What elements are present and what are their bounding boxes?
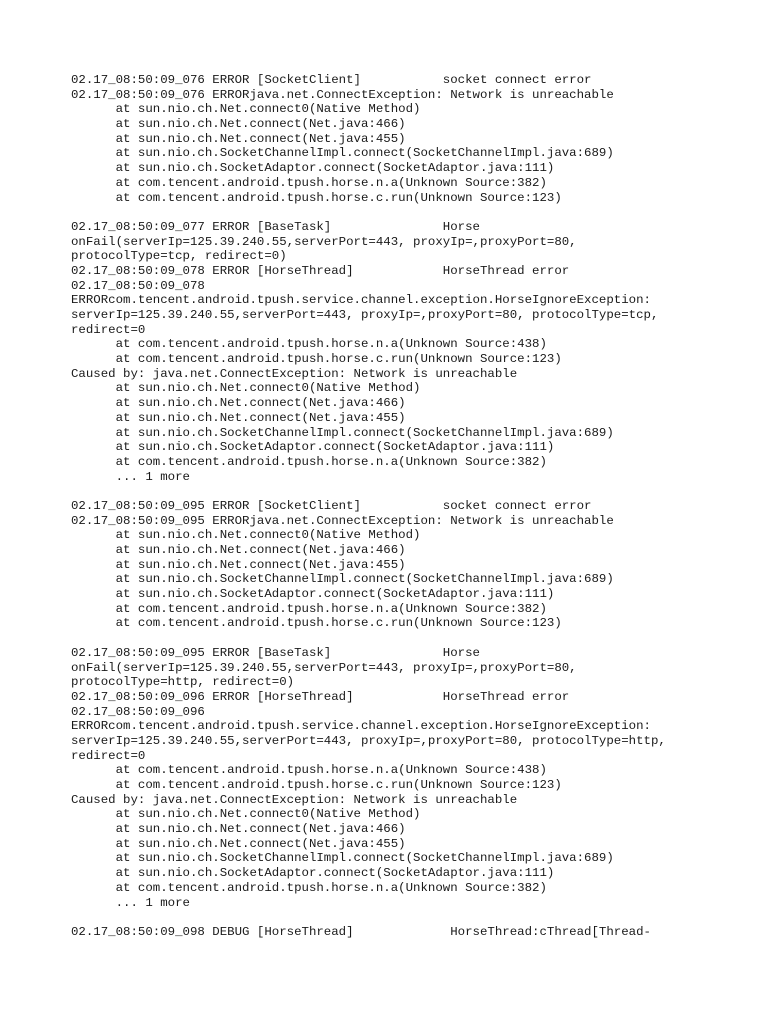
log-line: at sun.nio.ch.Net.connect(Net.java:455) (71, 836, 406, 851)
log-line: protocolType=http, redirect=0) (71, 675, 295, 690)
log-line: at sun.nio.ch.Net.connect(Net.java:466) (71, 396, 406, 411)
log-line: protocolType=tcp, redirect=0) (71, 249, 287, 264)
log-line: 02.17_08:50:09_096 (71, 704, 205, 719)
log-line: 02.17_08:50:09_095 ERROR [BaseTask] Horse (71, 645, 480, 660)
log-line: at sun.nio.ch.SocketChannelImpl.connect(SocketChannelImpl.java:689) (71, 851, 614, 866)
log-line: 02.17_08:50:09_078 (71, 278, 205, 293)
log-line: 02.17_08:50:09_096 ERROR [HorseThread] HorseThread error (71, 689, 570, 704)
log-line: at sun.nio.ch.Net.connect(Net.java:455) (71, 131, 406, 146)
log-line: at com.tencent.android.tpush.horse.c.run(Unknown Source:123) (71, 190, 562, 205)
log-line: at sun.nio.ch.Net.connect0(Native Method) (71, 807, 421, 822)
log-line: at com.tencent.android.tpush.horse.c.run(Unknown Source:123) (71, 778, 562, 792)
log-line: at com.tencent.android.tpush.horse.n.a(Unknown Source:438) (71, 337, 547, 352)
log-line: at com.tencent.android.tpush.horse.c.run(Unknown Source:123) (71, 352, 562, 367)
blank-line (71, 484, 741, 499)
log-line: at sun.nio.ch.Net.connect(Net.java:455) (71, 410, 406, 425)
blank-line (71, 631, 741, 646)
log-line: at com.tencent.android.tpush.horse.n.a(Unknown Source:438) (71, 763, 547, 778)
blank-line (71, 910, 741, 925)
log-line: at com.tencent.android.tpush.horse.n.a(Unknown Source:382) (71, 175, 547, 190)
log-line: at sun.nio.ch.SocketChannelImpl.connect(SocketChannelImpl.java:689) (71, 572, 614, 587)
log-line: ERRORcom.tencent.android.tpush.service.channel.exception.HorseIgnoreException: (71, 293, 651, 308)
log-line: at sun.nio.ch.Net.connect(Net.java:466) (71, 117, 406, 132)
log-line: ... 1 more (71, 895, 190, 910)
log-line: at sun.nio.ch.SocketChannelImpl.connect(SocketChannelImpl.java:689) (71, 146, 614, 161)
log-line: at sun.nio.ch.Net.connect(Net.java:466) (71, 822, 406, 837)
log-line: ERRORcom.tencent.android.tpush.service.channel.exception.HorseIgnoreException: (71, 719, 651, 734)
log-line: at sun.nio.ch.Net.connect0(Native Method) (71, 102, 421, 117)
log-line: 02.17_08:50:09_098 DEBUG [HorseThread] HorseThread:cThread[Thread- (71, 924, 651, 939)
blank-line (71, 205, 741, 220)
log-line: 02.17_08:50:09_077 ERROR [BaseTask] Horse (71, 219, 480, 234)
log-line: at sun.nio.ch.SocketAdaptor.connect(SocketAdaptor.java:111) (71, 440, 555, 455)
log-line: at sun.nio.ch.Net.connect0(Native Method) (71, 381, 421, 396)
log-line: redirect=0 (71, 322, 146, 337)
log-line: 02.17_08:50:09_076 ERROR [SocketClient] socket connect error (71, 73, 592, 87)
log-line: Caused by: java.net.ConnectException: Network is unreachable (71, 792, 518, 807)
log-line: at com.tencent.android.tpush.horse.n.a(Unknown Source:382) (71, 454, 547, 469)
log-line: at com.tencent.android.tpush.horse.n.a(Unknown Source:382) (71, 601, 547, 616)
log-line: serverIp=125.39.240.55,serverPort=443, proxyIp=,proxyPort=80, protocolType=tcp, (71, 308, 659, 322)
log-line: at sun.nio.ch.SocketChannelImpl.connect(SocketChannelImpl.java:689) (71, 425, 614, 440)
log-line: 02.17_08:50:09_095 ERRORjava.net.ConnectException: Network is unreachable (71, 513, 614, 528)
log-line: at sun.nio.ch.Net.connect(Net.java:455) (71, 557, 406, 572)
log-line: 02.17_08:50:09_078 ERROR [HorseThread] HorseThread error (71, 263, 570, 278)
log-line: onFail(serverIp=125.39.240.55,serverPort=443, proxyIp=,proxyPort=80, (71, 660, 577, 675)
log-line: 02.17_08:50:09_076 ERRORjava.net.ConnectException: Network is unreachable (71, 87, 614, 102)
log-line: at sun.nio.ch.Net.connect(Net.java:466) (71, 543, 406, 557)
log-line: at sun.nio.ch.SocketAdaptor.connect(SocketAdaptor.java:111) (71, 866, 555, 881)
log-line: at com.tencent.android.tpush.horse.n.a(Unknown Source:382) (71, 880, 547, 895)
log-line: onFail(serverIp=125.39.240.55,serverPort=443, proxyIp=,proxyPort=80, (71, 234, 577, 249)
log-line: at sun.nio.ch.SocketAdaptor.connect(SocketAdaptor.java:111) (71, 161, 555, 176)
log-line: Caused by: java.net.ConnectException: Network is unreachable (71, 366, 518, 381)
log-line: at com.tencent.android.tpush.horse.c.run(Unknown Source:123) (71, 616, 562, 631)
log-line: serverIp=125.39.240.55,serverPort=443, proxyIp=,proxyPort=80, protocolType=http, (71, 733, 666, 748)
log-line: ... 1 more (71, 469, 190, 484)
log-text-block (71, 73, 741, 940)
log-line: redirect=0 (71, 748, 146, 763)
log-line: 02.17_08:50:09_095 ERROR [SocketClient] socket connect error (71, 498, 592, 513)
log-line: at sun.nio.ch.Net.connect0(Native Method) (71, 528, 421, 543)
log-line: at sun.nio.ch.SocketAdaptor.connect(SocketAdaptor.java:111) (71, 587, 555, 602)
